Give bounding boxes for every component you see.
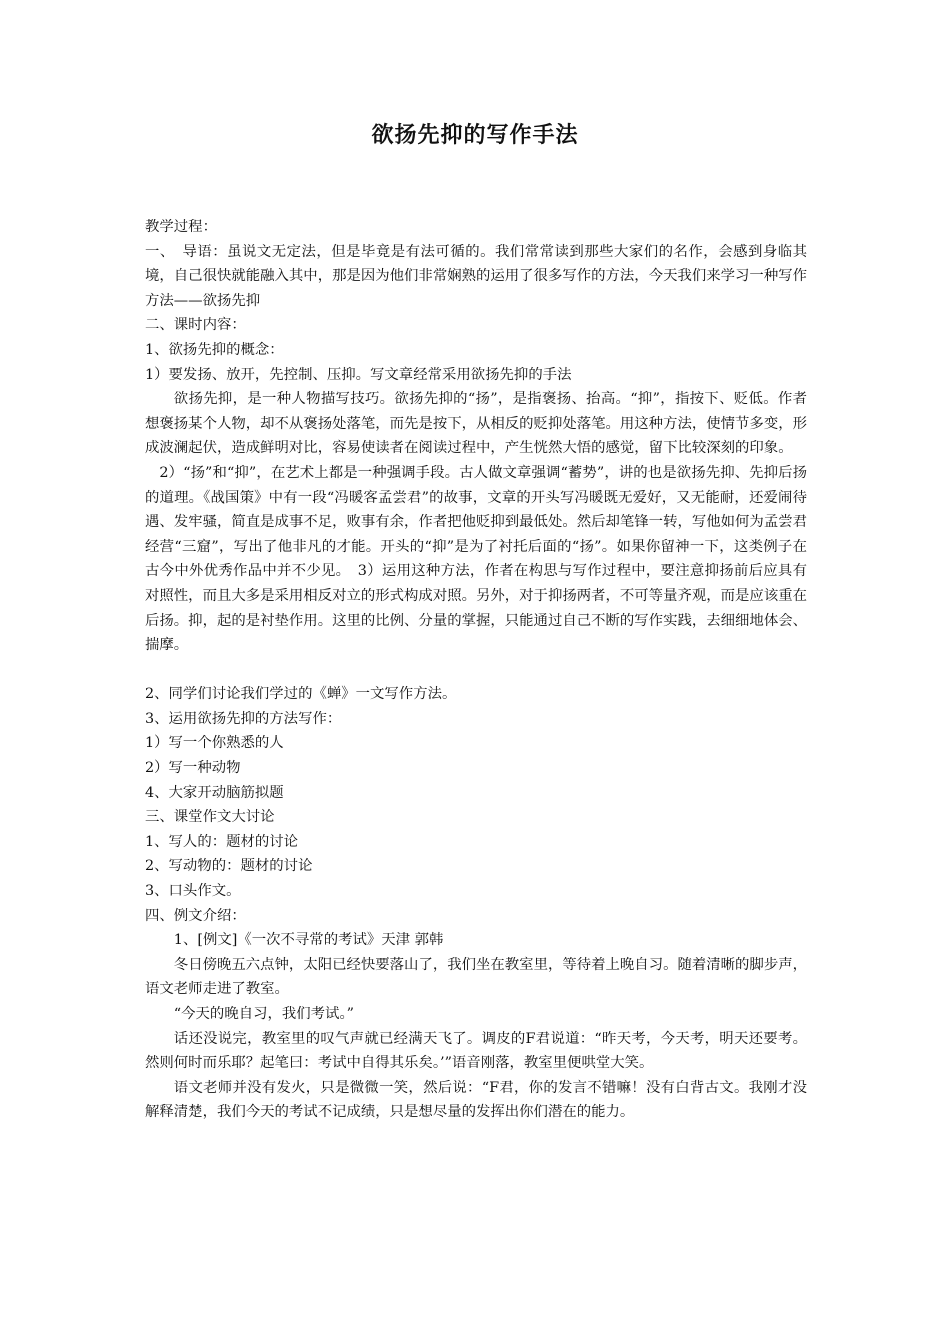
blank-line: [145, 658, 807, 683]
paragraph-example-2: “今天的晚自习，我们考试。”: [173, 1006, 354, 1022]
document-body: [145, 215, 807, 1125]
paragraph-example-1: 冬日傍晚五六点钟，太阳已经快要落山了，我们坐在教室里，等待着上晚自习。随着清晰的脚步声，语文老师走进了教室。: [145, 956, 807, 998]
paragraph-brainstorm-title: 4、大家开动脑筋拟题: [145, 784, 284, 801]
paragraph-oral-composition: 3、口头作文。: [145, 883, 241, 900]
paragraph-write-animal: 2）写一种动物: [145, 760, 241, 777]
paragraph-person-topic: 1、写人的：题材的讨论: [145, 833, 299, 850]
paragraph-point-2-3: 2）“扬”和“抑”，在艺术上都是一种强调手段。古人做文章强调“蓄势”，讲的也是欲扬先抑、先抑后扬的道理。《战国策》中有一段“冯暖客孟尝君”的故事，文章的开头写冯暖既无爱好，又无能耐，还爱闹待遇、发牢骚，简直是成事不足，败事有余，作者把他贬抑到最低处。然后却笔锋一转，写他如何为孟尝君经营“三窟”，写出了他非凡的才能。开头的“抑”是为了衬托后面的“扬”。如果你留神一下，这类例子在古今中外优秀作品中并不少见。 3）运用这种方法，作者在构思与写作过程中，要注意抑扬前后应具有对照性，而且大多是采用相反对立的形式构成对照。另外，对于抑扬两者，不可等量齐观，而是应该重在后扬。抑，起的是衬垫作用。这里的比例、分量的掌握，只能通过自己不断的写作实践，去细细地体会、揣摩。: [145, 464, 807, 654]
paragraph-point-1: 1）要发扬、放开，先控制、压抑。写文章经常采用欲扬先抑的手法: [145, 366, 572, 383]
paragraph-example-heading: 四、例文介绍：: [145, 907, 246, 924]
paragraph-lesson-content-heading: 二、课时内容：: [145, 317, 246, 334]
paragraph-concept-heading: 1、欲扬先抑的概念：: [145, 341, 284, 358]
paragraph-concept-explanation: 欲扬先抑，是一种人物描写技巧。欲扬先抑的“扬”，是指褒扬、抬高。“抑”，指按下、贬低。作者想褒扬某个人物，却不从褒扬处落笔，而先是按下，从相反的贬抑处落笔。用这种方法，使情节多变，形成波澜起伏，造成鲜明对比，容易使读者在阅读过程中，产生恍然大悟的感觉，留下比较深刻的印象。: [145, 391, 807, 457]
paragraph-class-discussion-heading: 三、课堂作文大讨论: [145, 809, 275, 826]
paragraph-writing-practice: 3、运用欲扬先抑的方法写作：: [145, 710, 342, 727]
paragraph-example-3: 话还没说完，教室里的叹气声就已经满天飞了。调皮的F君说道：“昨天考，今天考，明天还要考。然则何时而乐耶？起笔曰：考试中自得其乐矣。’”语音刚落，教室里便哄堂大笑。: [145, 1030, 807, 1072]
paragraph-example-4: 语文老师并没有发火，只是微微一笑，然后说：“F君，你的发言不错嘛！没有白背古文。我刚才没解释清楚，我们今天的考试不记成绩，只是想尽量的发挥出你们潜在的能力。: [145, 1079, 807, 1121]
paragraph-introduction: 一、 导语：虽说文无定法，但是毕竟是有法可循的。我们常常读到那些大家们的名作，会感到身临其境，自己很快就能融入其中，那是因为他们非常娴熟的运用了很多写作的方法，今天我们来学习一种写作方法——欲扬先抑: [145, 243, 807, 309]
paragraph-teaching-process: 教学过程：: [145, 219, 217, 235]
document-title: 欲扬先抑的写作手法: [371, 123, 579, 148]
paragraph-write-person: 1）写一个你熟悉的人: [145, 735, 284, 752]
paragraph-discussion: 2、同学们讨论我们学过的《蝉》一文写作方法。: [145, 686, 457, 703]
paragraph-example-title: 1、[例文]《一次不寻常的考试》天津 郭韩: [173, 932, 444, 949]
paragraph-animal-topic: 2、写动物的：题材的讨论: [145, 858, 313, 875]
